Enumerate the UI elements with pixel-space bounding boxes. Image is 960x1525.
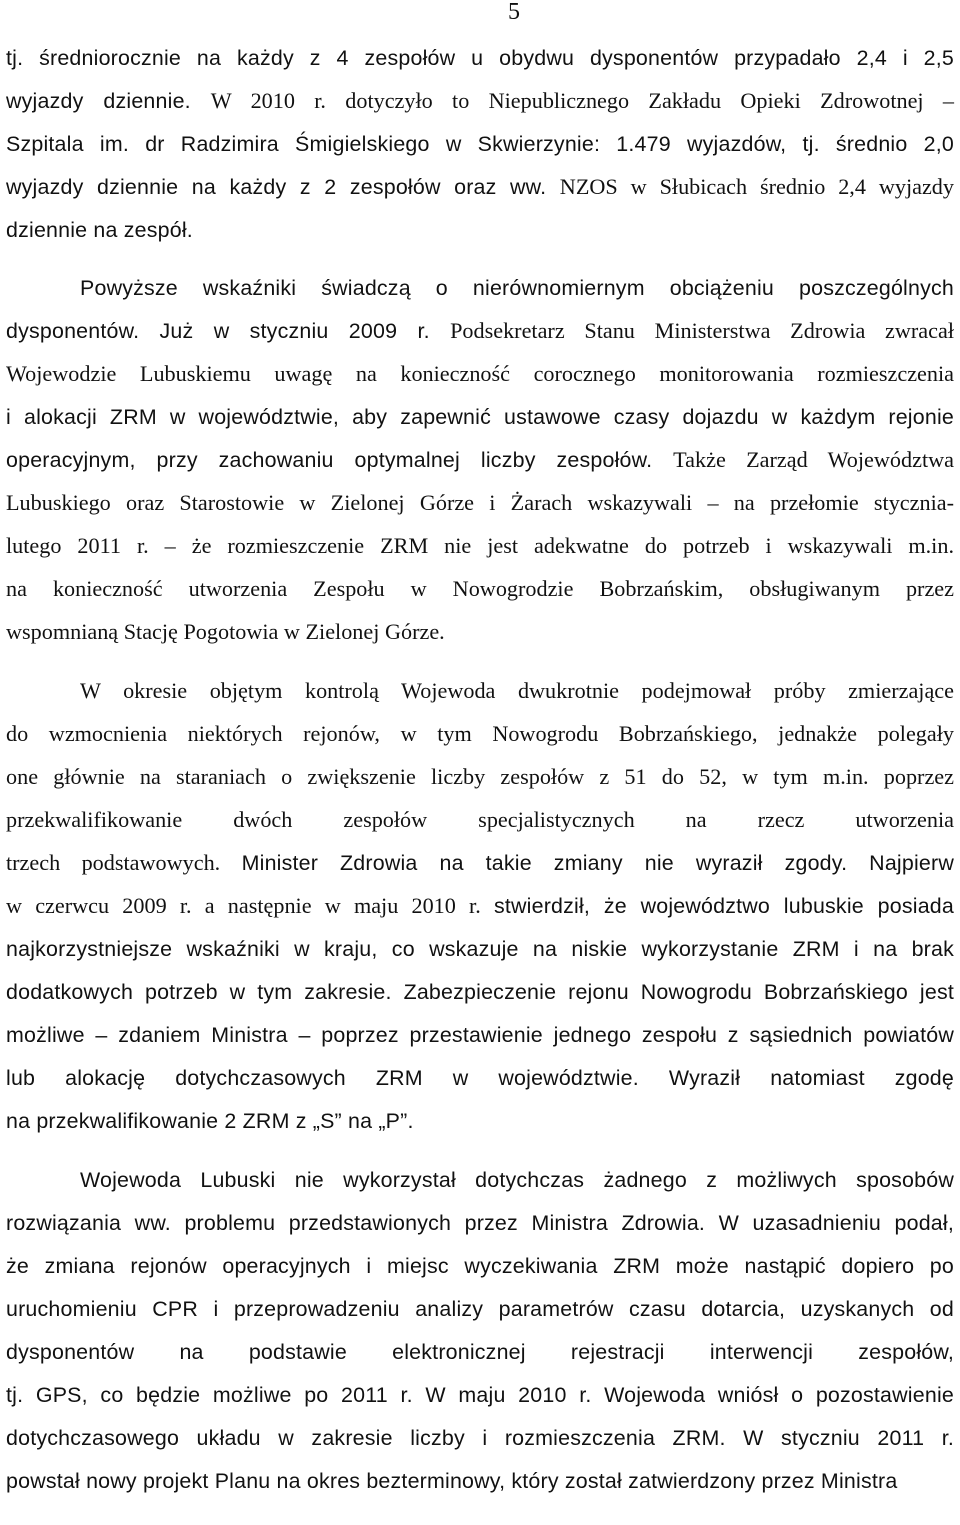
text-run: Lubuskiego oraz Starostowie w Zielonej Górze i Żarach wskazywali – na przełomie stycznia- [6,490,954,515]
text-run: na przekwalifikowanie 2 ZRM z „S” na „P”. [6,1109,414,1133]
text-line [6,1207,954,1239]
text-line [6,401,954,433]
text-line [6,214,954,246]
text-run: możliwe – zdaniem Ministra – poprzez przestawienie jednego zespołu z sąsiednich powiatów [6,1023,954,1047]
text-line [6,1293,954,1325]
page-number: 5 [508,0,520,25]
text-run: powstał nowy projekt Planu na okres bezterminowy, który został zatwierdzony przez Ministra [6,1469,898,1493]
text-line [6,718,954,750]
text-line [6,444,954,476]
text-run: do wzmocnienia niektórych rejonów, w tym Nowogrodu Bobrzańskiego, jednakże polegały [6,721,954,746]
text-run: najkorzystniejsze wskaźniki w kraju, co wskazuje na niskie wykorzystanie ZRM i na brak [6,937,954,961]
text-line [6,573,954,605]
text-run: one głównie na staraniach o zwiększenie liczby zespołów z 51 do 52, w tym m.in. poprzez [6,764,954,789]
text-run: w czerwcu 2009 r. a następnie w maju 2010 r. [6,893,494,918]
text-line [6,530,954,562]
text-line [6,1422,954,1454]
text-run: że zmiana rejonów operacyjnych i miejsc wyczekiwania ZRM może nastąpić dopiero po [6,1254,954,1278]
text-line [6,315,954,347]
text-run: Podsekretarz Stanu Ministerstwa Zdrowia zwracał [450,318,954,343]
text-run: tj. GPS, co będzie możliwe po 2011 r. W maju 2010 r. Wojewoda wniósł o pozostawienie [6,1383,954,1407]
text-run: rozwiązania ww. problemu przedstawionych przez Ministra Zdrowia. W uzasadnieniu podał, [6,1211,954,1235]
text-line [6,128,954,160]
text-run: uruchomieniu CPR i przeprowadzeniu analizy parametrów czasu dotarcia, uzyskanych od [6,1297,954,1321]
text-line [6,847,954,879]
text-line [6,42,954,74]
text-run: operacyjnym, przy zachowaniu optymalnej liczby zespołów. [6,448,674,472]
text-run: Szpitala im. dr Radzimira Śmigielskiego w Skwierzynie: 1.479 wyjazdów, tj. średnio 2,0 [6,132,954,156]
text-run: przekwalifikowanie dwóch zespołów specjalistycznych na rzecz utworzenia [6,807,954,832]
text-line [6,933,954,965]
text-line [6,976,954,1008]
text-line [6,890,954,922]
text-line [6,85,954,117]
text-line [80,675,954,707]
text-run: tj. średniorocznie na każdy z 4 zespołów u obydwu dysponentów przypadało 2,4 i 2,5 [6,46,954,70]
text-run: W okresie objętym kontrolą Wojewoda dwukrotnie podejmował próby zmierzające [80,678,954,703]
text-line [6,1379,954,1411]
text-run: stwierdził, że województwo lubuskie posiada [493,894,954,918]
text-run: dysponentów. Już w styczniu 2009 r. [6,319,451,343]
text-line [6,1336,954,1368]
text-line [80,1164,954,1196]
text-line [6,171,954,203]
text-line [6,1250,954,1282]
text-line [6,616,954,648]
text-line [6,1105,954,1137]
text-run: Wojewoda Lubuski nie wykorzystał dotychczas żadnego z możliwych sposobów [80,1168,954,1192]
text-run: wspomnianą Stację Pogotowia w Zielonej Górze. [6,619,445,644]
text-run: dodatkowych potrzeb w tym zakresie. Zabezpieczenie rejonu Nowogrodu Bobrzańskiego jest [6,980,954,1004]
text-line [6,761,954,793]
text-run: Powyższe wskaźniki świadczą o nierównomiernym obciążeniu poszczególnych [80,276,954,300]
text-line [6,804,954,836]
text-line [6,1465,954,1497]
text-line [80,272,954,304]
text-run: dziennie na zespół. [6,218,193,242]
text-run: lutego 2011 r. – że rozmieszczenie ZRM nie jest adekwatne do potrzeb i wskazywali m.in. [6,533,954,558]
text-run: wyjazdy dziennie. [6,89,211,113]
text-run: W 2010 r. dotyczyło to Niepublicznego Zakładu Opieki Zdrowotnej – [210,88,954,113]
text-run: Wojewodzie Lubuskiemu uwagę na konieczność corocznego monitorowania rozmieszczenia [6,361,954,386]
text-run: trzech podstawowych. [6,850,242,875]
text-run: Minister Zdrowia na takie zmiany nie wyraził zgody. Najpierw [241,851,954,875]
text-run: Także Zarząd Województwa [673,447,954,472]
text-run: lub alokację dotychczasowych ZRM w województwie. Wyraził natomiast zgodę [6,1066,954,1090]
text-run: dotychczasowego układu w zakresie liczby i rozmieszczenia ZRM. W styczniu 2011 r. [6,1426,954,1450]
text-line [6,1019,954,1051]
text-run: NZOS w Słubicach średnio 2,4 wyjazdy [559,174,954,199]
text-line [6,358,954,390]
text-line [6,487,954,519]
text-line [6,1062,954,1094]
text-run: wyjazdy dziennie na każdy z 2 zespołów oraz ww. [6,175,560,199]
text-run: i alokacji ZRM w województwie, aby zapewnić ustawowe czasy dojazdu w każdym rejonie [6,405,954,429]
text-run: na konieczność utworzenia Zespołu w Nowogrodzie Bobrzańskim, obsługiwanym przez [6,576,954,601]
text-run: dysponentów na podstawie elektronicznej rejestracji interwencji zespołów, [6,1340,954,1364]
